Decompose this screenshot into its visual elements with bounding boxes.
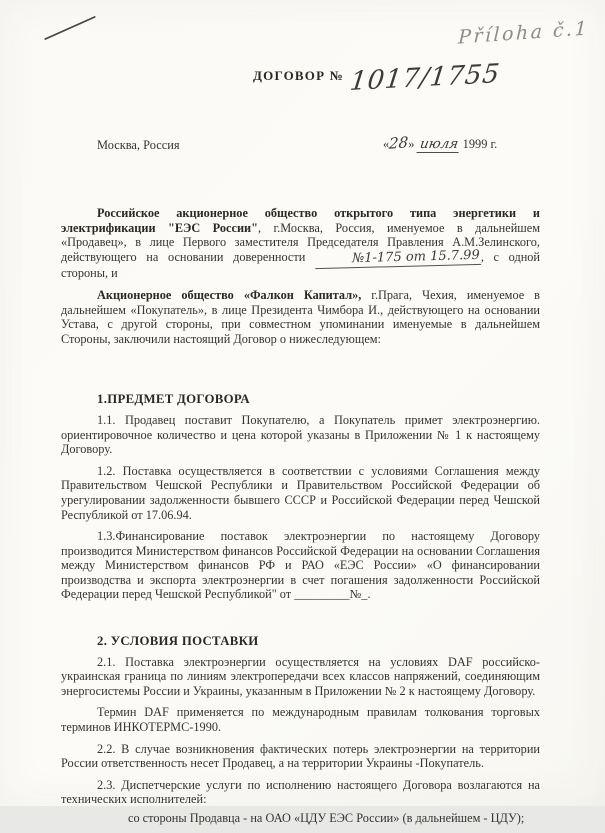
section-2-heading: 2. УСЛОВИЯ ПОСТАВКИ — [97, 634, 259, 649]
contract-number-handwritten: 1017/1755 — [348, 58, 502, 98]
seller-text-tail: , с одной стороны, и — [61, 249, 541, 281]
clause-2-3-sub: со стороны Продавца - на ОАО «ЦДУ ЕЭС России» (в дальнейшем - ЦДУ); — [128, 811, 525, 825]
priloha-note-handwritten: Příloha č.1 — [457, 17, 590, 49]
clause-1-3: 1.3.Финансирование поставок электроэнергии по настоящему Договору производится Министерством финансов Российской Федерации на основании Соглашения между Министерством финансов РФ и РАО «ЕЭС России» «О финансировании производства и экспорта электроэнергии в счет погашения задолженности Российской Федерации перед Чешской Республикой" от _________№_. — [61, 529, 540, 602]
city-line: Москва, Россия — [97, 138, 180, 152]
date-open-quote: « — [383, 137, 390, 151]
corner-pen-stroke — [44, 16, 96, 41]
date-close-quote: » — [408, 137, 415, 151]
buyer-name-bold: Акционерное общество «Фалкон Капитал», — [97, 287, 362, 302]
date-year: 1999 г. — [462, 137, 498, 151]
contract-title — [253, 58, 502, 98]
clause-1-1: 1.1. Продавец поставит Покупателю, а Покупатель примет электроэнергию. ориентировочное количество и цена которой указаны в Приложении № 1 к настоящему Договору. — [61, 412, 540, 457]
date-line — [383, 134, 497, 153]
seller-text: , г.Москва, Россия, именуемое в дальнейшем «Продавец», в лице Первого заместителя Председателя Правления А.М.Зелинского, действующего на основании доверенности — [61, 220, 540, 264]
clause-2-2: 2.2. В случае возникновения фактических потерь электроэнергии на территории России ответственность несет Продавец, а на территории Украины -Покупатель. — [61, 741, 540, 771]
paragraph-seller — [61, 206, 540, 281]
seller-name-bold: Российское акционерное общество открытого типа энергетики и электрификации "ЕЭС России" — [61, 206, 540, 235]
contract-title-label: ДОГОВОР № — [253, 68, 344, 83]
clause-daf-term: Термин DAF применяется по международным правилам толкования торговых терминов ИНКОТЕРМС-1990. — [61, 705, 540, 735]
power-of-attorney-handwritten: №1-175 от 15.7.99 — [315, 249, 481, 269]
section-1-heading: 1.ПРЕДМЕТ ДОГОВОРА — [97, 392, 250, 407]
clause-1-2: 1.2. Поставка осуществляется в соответствии с условиями Соглашения между Правительством Чешской Республики и Правительством Российской Федерации об урегулировании задолженности бывшего СССР и Российской Федерации перед Чешской Республикой от 17.06.94. — [61, 463, 540, 522]
date-day-handwritten: 28 — [388, 133, 409, 153]
clause-2-1: 2.1. Поставка электроэнергии осуществляется на условиях DAF российско-украинская граница по линиям электропередачи всех классов напряжений, соединяющим энергосистемы России и Украины, указанным в Приложении № 2 к настоящему Договору. — [61, 654, 540, 698]
date-month-handwritten: июля — [416, 136, 461, 153]
buyer-text: г.Прага, Чехия, именуемое в дальнейшем «Покупатель», в лице Президента Чимбора И., действующего на основании Устава, с другой стороны, при совместном упоминании именуемые в дальнейшем Стороны, заключили настоящий Договор о нижеследующем: — [61, 287, 540, 346]
contract-body — [61, 206, 540, 833]
paragraph-buyer — [61, 288, 540, 346]
clause-2-3: 2.3. Диспетчерские услуги по исполнению настоящего Договора возлагаются на технических исполнителей: — [61, 777, 540, 807]
